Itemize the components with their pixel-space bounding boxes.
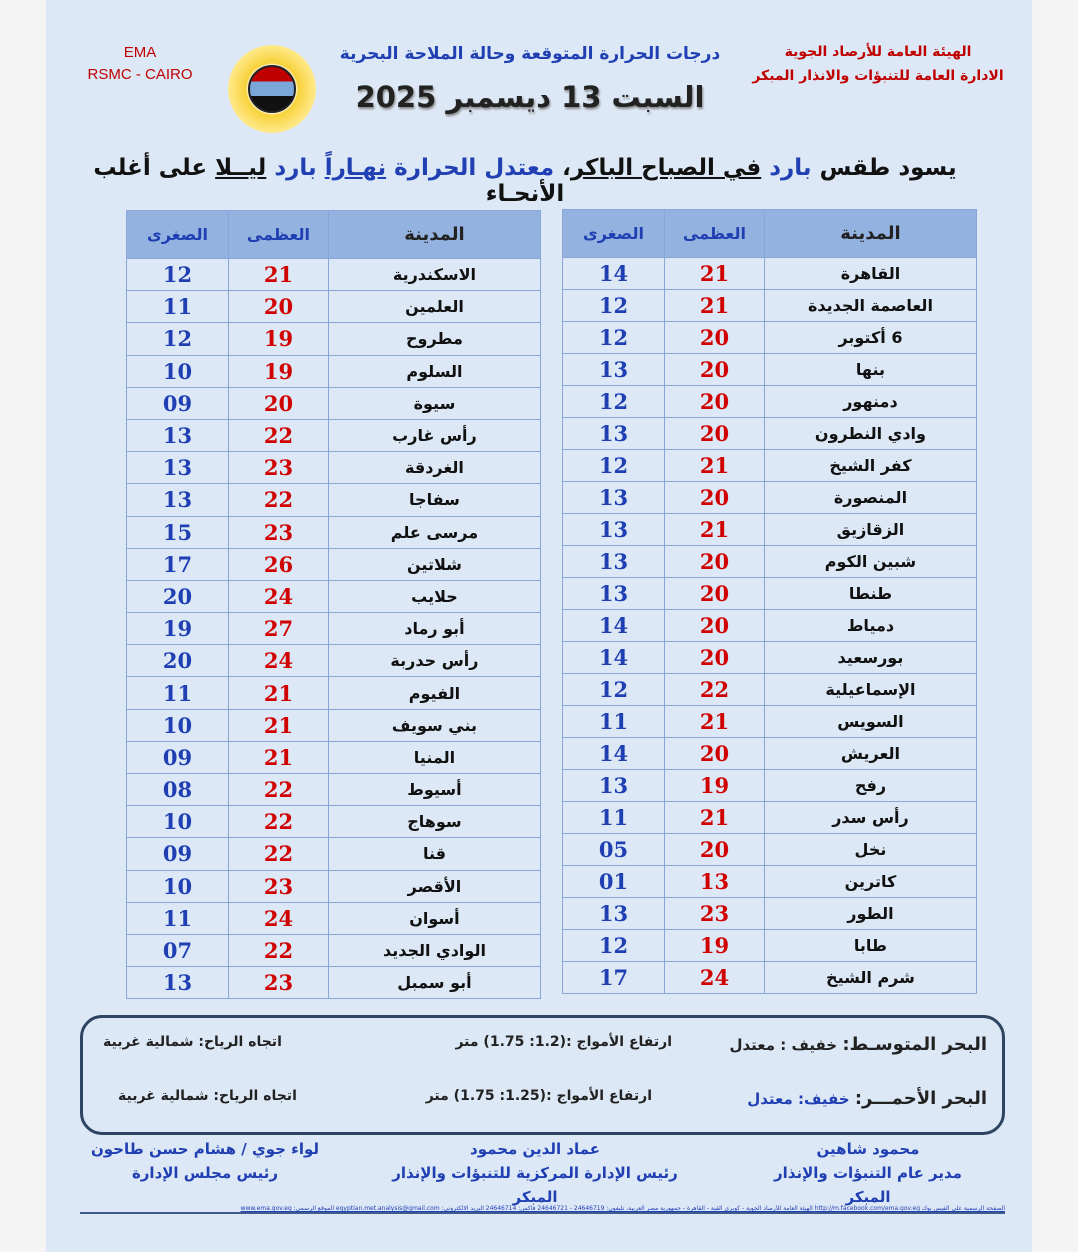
table-row xyxy=(127,934,541,966)
cell-min: 11 xyxy=(563,802,665,834)
weather-summary: يسود طقس بارد في الصباح الباكر، معتدل الحرارة نهـاراً بارد ليــلا على أغلب الأنحـاء xyxy=(93,155,957,207)
footer-contact-line[interactable]: الصفحة الرسمية على الفيس بوك http://m.facebook.com/ema.gov.eg الهيئة العامة للأرصاد الجوية - كوبري القبة - القاهرة - جمهورية مصر العربية، تليفون: 24646719 - 24646721 فاكس: 24646714 البريد الالكتروني: egyptian.met.analysis@gmail.com الموقع الرسمي: www.ema.gov.eg xyxy=(80,1205,1005,1214)
cell-min: 12 xyxy=(563,290,665,322)
table-row xyxy=(127,291,541,323)
ema-label xyxy=(70,42,210,86)
cell-city: الزقازيق xyxy=(764,514,976,546)
table-row xyxy=(563,642,977,674)
cell-city: الوادي الجديد xyxy=(328,934,540,966)
cell-max: 21 xyxy=(664,514,764,546)
cell-max: 19 xyxy=(664,770,764,802)
cell-city: طابا xyxy=(764,930,976,962)
ema-logo xyxy=(228,45,316,133)
cell-max: 21 xyxy=(228,709,328,741)
cell-min: 13 xyxy=(563,898,665,930)
cell-max: 21 xyxy=(228,259,328,291)
cell-city: الفيوم xyxy=(328,677,540,709)
cell-max: 22 xyxy=(228,806,328,838)
cell-city: بنها xyxy=(764,354,976,386)
cell-city: شرم الشيخ xyxy=(764,962,976,994)
temperature-table-right xyxy=(562,209,977,994)
cell-max: 24 xyxy=(228,580,328,612)
cell-max: 20 xyxy=(664,386,764,418)
table-row xyxy=(563,418,977,450)
cell-max: 20 xyxy=(664,834,764,866)
table-row xyxy=(127,870,541,902)
table-row xyxy=(563,514,977,546)
cell-max: 23 xyxy=(228,870,328,902)
cell-min: 09 xyxy=(127,387,229,419)
table-row xyxy=(127,709,541,741)
cell-city: بورسعيد xyxy=(764,642,976,674)
cell-city: أسيوط xyxy=(328,774,540,806)
cell-min: 17 xyxy=(127,548,229,580)
cell-max: 20 xyxy=(664,546,764,578)
cell-max: 22 xyxy=(228,484,328,516)
table-row xyxy=(563,322,977,354)
cell-city: دمياط xyxy=(764,610,976,642)
cell-city: شبين الكوم xyxy=(764,546,976,578)
cell-max: 13 xyxy=(664,866,764,898)
table-row xyxy=(127,419,541,451)
signature-2: عماد الدين محمود رئيس الإدارة المركزية للتنبؤات والإنذار المبكر xyxy=(392,1140,678,1206)
cell-city: الغردقة xyxy=(328,452,540,484)
cell-min: 12 xyxy=(563,450,665,482)
table-row xyxy=(563,834,977,866)
cell-max: 21 xyxy=(664,290,764,322)
table-row xyxy=(127,387,541,419)
table-row xyxy=(127,838,541,870)
cell-min: 09 xyxy=(127,741,229,773)
cell-city: كفر الشيخ xyxy=(764,450,976,482)
cell-min: 11 xyxy=(563,706,665,738)
cell-min: 13 xyxy=(563,354,665,386)
cell-min: 13 xyxy=(127,419,229,451)
cell-min: 12 xyxy=(563,386,665,418)
table-row xyxy=(127,452,541,484)
cell-max: 20 xyxy=(664,578,764,610)
red-sea-row: البحر الأحمـــر: خفيف: معتدل ارتفاع الأمواج :(1.25: 1.75) متر اتجاه الرياح: شمالية غربية xyxy=(118,1088,987,1109)
cell-min: 08 xyxy=(127,774,229,806)
cell-min: 13 xyxy=(127,452,229,484)
cell-max: 21 xyxy=(664,706,764,738)
table-row xyxy=(127,580,541,612)
cell-city: المنصورة xyxy=(764,482,976,514)
cell-city: الأقصر xyxy=(328,870,540,902)
cell-min: 10 xyxy=(127,709,229,741)
cell-min: 20 xyxy=(127,645,229,677)
cell-max: 24 xyxy=(664,962,764,994)
table-row xyxy=(127,355,541,387)
table-row xyxy=(563,898,977,930)
cell-city: أسوان xyxy=(328,902,540,934)
table-row xyxy=(563,962,977,994)
cell-city: أبو رماد xyxy=(328,613,540,645)
cell-city: رأس سدر xyxy=(764,802,976,834)
cell-min: 10 xyxy=(127,806,229,838)
cell-city: دمنهور xyxy=(764,386,976,418)
cell-city: مرسى علم xyxy=(328,516,540,548)
cell-city: رأس غارب xyxy=(328,419,540,451)
table-row xyxy=(563,386,977,418)
cell-max: 19 xyxy=(228,323,328,355)
cell-city: 6 أكتوبر xyxy=(764,322,976,354)
table-row xyxy=(127,677,541,709)
cell-max: 20 xyxy=(664,418,764,450)
table-row xyxy=(127,516,541,548)
cell-city: الاسكندرية xyxy=(328,259,540,291)
cell-city: مطروح xyxy=(328,323,540,355)
cell-max: 23 xyxy=(228,452,328,484)
table-row xyxy=(563,674,977,706)
org-line1: الهيئة العامة للأرصاد الجوية xyxy=(784,44,972,60)
cell-max: 23 xyxy=(228,516,328,548)
cell-max: 22 xyxy=(228,419,328,451)
cell-city: نخل xyxy=(764,834,976,866)
cell-min: 07 xyxy=(127,934,229,966)
cell-max: 24 xyxy=(228,645,328,677)
table-row xyxy=(563,450,977,482)
cell-max: 20 xyxy=(664,642,764,674)
signature-1: محمود شاهين مدير عام التنبؤات والإنذار المبكر xyxy=(774,1140,962,1206)
cell-max: 20 xyxy=(664,354,764,386)
cell-city: سيوة xyxy=(328,387,540,419)
cell-max: 23 xyxy=(664,898,764,930)
organization-name xyxy=(748,40,1008,88)
cell-min: 12 xyxy=(563,930,665,962)
cell-city: كاترين xyxy=(764,866,976,898)
cell-min: 12 xyxy=(563,674,665,706)
table-row xyxy=(563,482,977,514)
cell-max: 21 xyxy=(228,741,328,773)
org-line2: الادارة العامة للتنبؤات والانذار المبكر xyxy=(752,68,1004,84)
table-row xyxy=(127,548,541,580)
table-row xyxy=(127,902,541,934)
header-city: المدينة xyxy=(328,211,540,259)
table-row xyxy=(563,610,977,642)
cell-max: 23 xyxy=(228,967,328,999)
cell-city: شلاتين xyxy=(328,548,540,580)
cell-max: 20 xyxy=(664,738,764,770)
cell-min: 13 xyxy=(563,514,665,546)
mediterranean-row: البحر المتوسـط: خفيف : معتدل ارتفاع الأمواج :(1.2: 1.75) متر اتجاه الرياح: شمالية غربية xyxy=(103,1034,987,1055)
table-row xyxy=(127,645,541,677)
cell-max: 26 xyxy=(228,548,328,580)
table-row xyxy=(127,774,541,806)
cell-min: 13 xyxy=(563,578,665,610)
cell-min: 14 xyxy=(563,642,665,674)
cell-city: السويس xyxy=(764,706,976,738)
table-row xyxy=(127,323,541,355)
table-row xyxy=(563,578,977,610)
cell-max: 27 xyxy=(228,613,328,645)
table-row xyxy=(563,258,977,290)
cell-city: أبو سمبل xyxy=(328,967,540,999)
cell-city: بني سويف xyxy=(328,709,540,741)
cell-city: سفاجا xyxy=(328,484,540,516)
cell-max: 19 xyxy=(228,355,328,387)
table-row xyxy=(563,546,977,578)
cell-city: الإسماعيلية xyxy=(764,674,976,706)
cell-min: 20 xyxy=(127,580,229,612)
cell-min: 11 xyxy=(127,291,229,323)
cell-city: السلوم xyxy=(328,355,540,387)
cell-max: 22 xyxy=(228,838,328,870)
table-row xyxy=(563,738,977,770)
table-row xyxy=(127,484,541,516)
cell-city: حلايب xyxy=(328,580,540,612)
cell-city: الطور xyxy=(764,898,976,930)
cell-min: 17 xyxy=(563,962,665,994)
header-max: العظمى xyxy=(664,210,764,258)
ema-text: EMA xyxy=(123,44,157,61)
cell-min: 05 xyxy=(563,834,665,866)
cell-min: 14 xyxy=(563,610,665,642)
cell-min: 11 xyxy=(127,677,229,709)
table-row xyxy=(563,770,977,802)
cell-city: المنيا xyxy=(328,741,540,773)
cell-max: 21 xyxy=(664,802,764,834)
cell-min: 14 xyxy=(563,258,665,290)
cell-min: 13 xyxy=(127,484,229,516)
table-row xyxy=(127,613,541,645)
table-row xyxy=(563,706,977,738)
cell-city: طنطا xyxy=(764,578,976,610)
cell-max: 20 xyxy=(664,610,764,642)
cell-max: 19 xyxy=(664,930,764,962)
cell-city: رفح xyxy=(764,770,976,802)
cell-max: 20 xyxy=(664,482,764,514)
cell-max: 24 xyxy=(228,902,328,934)
cell-max: 20 xyxy=(664,322,764,354)
cell-city: العلمين xyxy=(328,291,540,323)
cell-min: 10 xyxy=(127,355,229,387)
table-row xyxy=(563,866,977,898)
cell-min: 12 xyxy=(127,259,229,291)
table-row xyxy=(563,354,977,386)
cell-min: 13 xyxy=(127,967,229,999)
cell-min: 11 xyxy=(127,902,229,934)
table-row xyxy=(563,802,977,834)
cell-city: رأس حدربة xyxy=(328,645,540,677)
cell-max: 22 xyxy=(228,774,328,806)
cell-min: 12 xyxy=(127,323,229,355)
signature-3: لواء جوي / هشام حسن طاحون رئيس مجلس الإدارة xyxy=(90,1140,320,1182)
cell-min: 12 xyxy=(563,322,665,354)
header-min: الصغرى xyxy=(127,211,229,259)
header-max: العظمى xyxy=(228,211,328,259)
table-row xyxy=(127,967,541,999)
cell-max: 20 xyxy=(228,387,328,419)
cell-max: 22 xyxy=(664,674,764,706)
table-row xyxy=(563,930,977,962)
header-city: المدينة xyxy=(764,210,976,258)
cell-city: العاصمة الجديدة xyxy=(764,290,976,322)
cell-min: 13 xyxy=(563,546,665,578)
table-row xyxy=(563,290,977,322)
cell-max: 21 xyxy=(228,677,328,709)
cell-city: القاهرة xyxy=(764,258,976,290)
cell-max: 21 xyxy=(664,450,764,482)
cell-min: 13 xyxy=(563,418,665,450)
cell-min: 10 xyxy=(127,870,229,902)
cell-max: 21 xyxy=(664,258,764,290)
cell-max: 22 xyxy=(228,934,328,966)
cell-min: 13 xyxy=(563,482,665,514)
cell-city: وادي النطرون xyxy=(764,418,976,450)
temperature-table-left xyxy=(126,210,541,999)
table-row xyxy=(127,806,541,838)
cell-city: سوهاج xyxy=(328,806,540,838)
header-min: الصغرى xyxy=(563,210,665,258)
rsmc-text: RSMC - CAIRO xyxy=(87,66,193,83)
cell-min: 15 xyxy=(127,516,229,548)
cell-min: 09 xyxy=(127,838,229,870)
cell-city: قنا xyxy=(328,838,540,870)
forecast-date: السبت 13 ديسمبر 2025 xyxy=(355,80,705,114)
cell-min: 13 xyxy=(563,770,665,802)
cell-city: العريش xyxy=(764,738,976,770)
cell-min: 14 xyxy=(563,738,665,770)
cell-max: 20 xyxy=(228,291,328,323)
page-title: درجات الحرارة المتوقعة وحالة الملاحة البحرية xyxy=(339,44,721,64)
sea-conditions-box xyxy=(80,1015,1005,1135)
cell-min: 19 xyxy=(127,613,229,645)
table-row xyxy=(127,259,541,291)
cell-min: 01 xyxy=(563,866,665,898)
table-row xyxy=(127,741,541,773)
